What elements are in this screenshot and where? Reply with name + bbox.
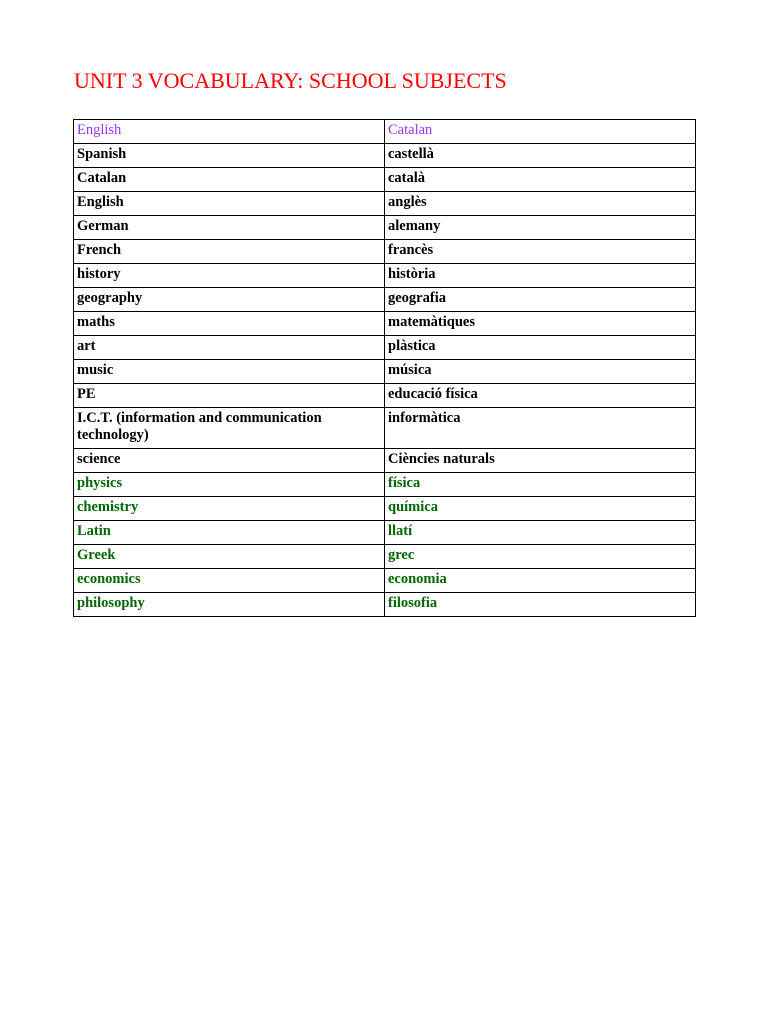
table-row: [74, 473, 696, 497]
vocabulary-table: [73, 119, 696, 617]
header-english: English: [74, 120, 385, 144]
catalan-term: informàtica: [385, 408, 696, 449]
catalan-term: matemàtiques: [385, 312, 696, 336]
english-term: French: [74, 240, 385, 264]
table-row: [74, 240, 696, 264]
english-term: maths: [74, 312, 385, 336]
english-term: geography: [74, 288, 385, 312]
catalan-term: català: [385, 168, 696, 192]
catalan-term: castellà: [385, 144, 696, 168]
table-row: [74, 360, 696, 384]
english-term: Greek: [74, 545, 385, 569]
catalan-term: grec: [385, 545, 696, 569]
table-row: [74, 593, 696, 617]
table-row: [74, 312, 696, 336]
table-row: [74, 144, 696, 168]
english-term: music: [74, 360, 385, 384]
english-term: English: [74, 192, 385, 216]
catalan-term: plàstica: [385, 336, 696, 360]
english-term: philosophy: [74, 593, 385, 617]
english-term: German: [74, 216, 385, 240]
table-row: [74, 384, 696, 408]
table-row: [74, 168, 696, 192]
english-term: art: [74, 336, 385, 360]
english-term: Spanish: [74, 144, 385, 168]
table-row: [74, 216, 696, 240]
table-row: [74, 336, 696, 360]
table-row: [74, 449, 696, 473]
catalan-term: alemany: [385, 216, 696, 240]
table-row: [74, 192, 696, 216]
table-row: [74, 497, 696, 521]
catalan-term: economia: [385, 569, 696, 593]
catalan-term: francès: [385, 240, 696, 264]
english-term: science: [74, 449, 385, 473]
english-term: Latin: [74, 521, 385, 545]
catalan-term: educació física: [385, 384, 696, 408]
catalan-term: geografia: [385, 288, 696, 312]
table-row: [74, 545, 696, 569]
english-term: history: [74, 264, 385, 288]
catalan-term: filosofia: [385, 593, 696, 617]
catalan-term: música: [385, 360, 696, 384]
english-term: physics: [74, 473, 385, 497]
table-row: [74, 264, 696, 288]
english-term: PE: [74, 384, 385, 408]
table-row: [74, 521, 696, 545]
vocabulary-table-body: [74, 120, 696, 617]
catalan-term: història: [385, 264, 696, 288]
table-header-row: [74, 120, 696, 144]
english-term: I.C.T. (information and communication technology): [74, 408, 385, 449]
table-row: [74, 569, 696, 593]
table-row: [74, 288, 696, 312]
table-row: [74, 408, 696, 449]
catalan-term: Ciències naturals: [385, 449, 696, 473]
catalan-term: anglès: [385, 192, 696, 216]
english-term: economics: [74, 569, 385, 593]
english-term: Catalan: [74, 168, 385, 192]
header-catalan: Catalan: [385, 120, 696, 144]
english-term: chemistry: [74, 497, 385, 521]
page-title: UNIT 3 VOCABULARY: SCHOOL SUBJECTS: [74, 68, 507, 93]
catalan-term: química: [385, 497, 696, 521]
catalan-term: física: [385, 473, 696, 497]
catalan-term: llatí: [385, 521, 696, 545]
